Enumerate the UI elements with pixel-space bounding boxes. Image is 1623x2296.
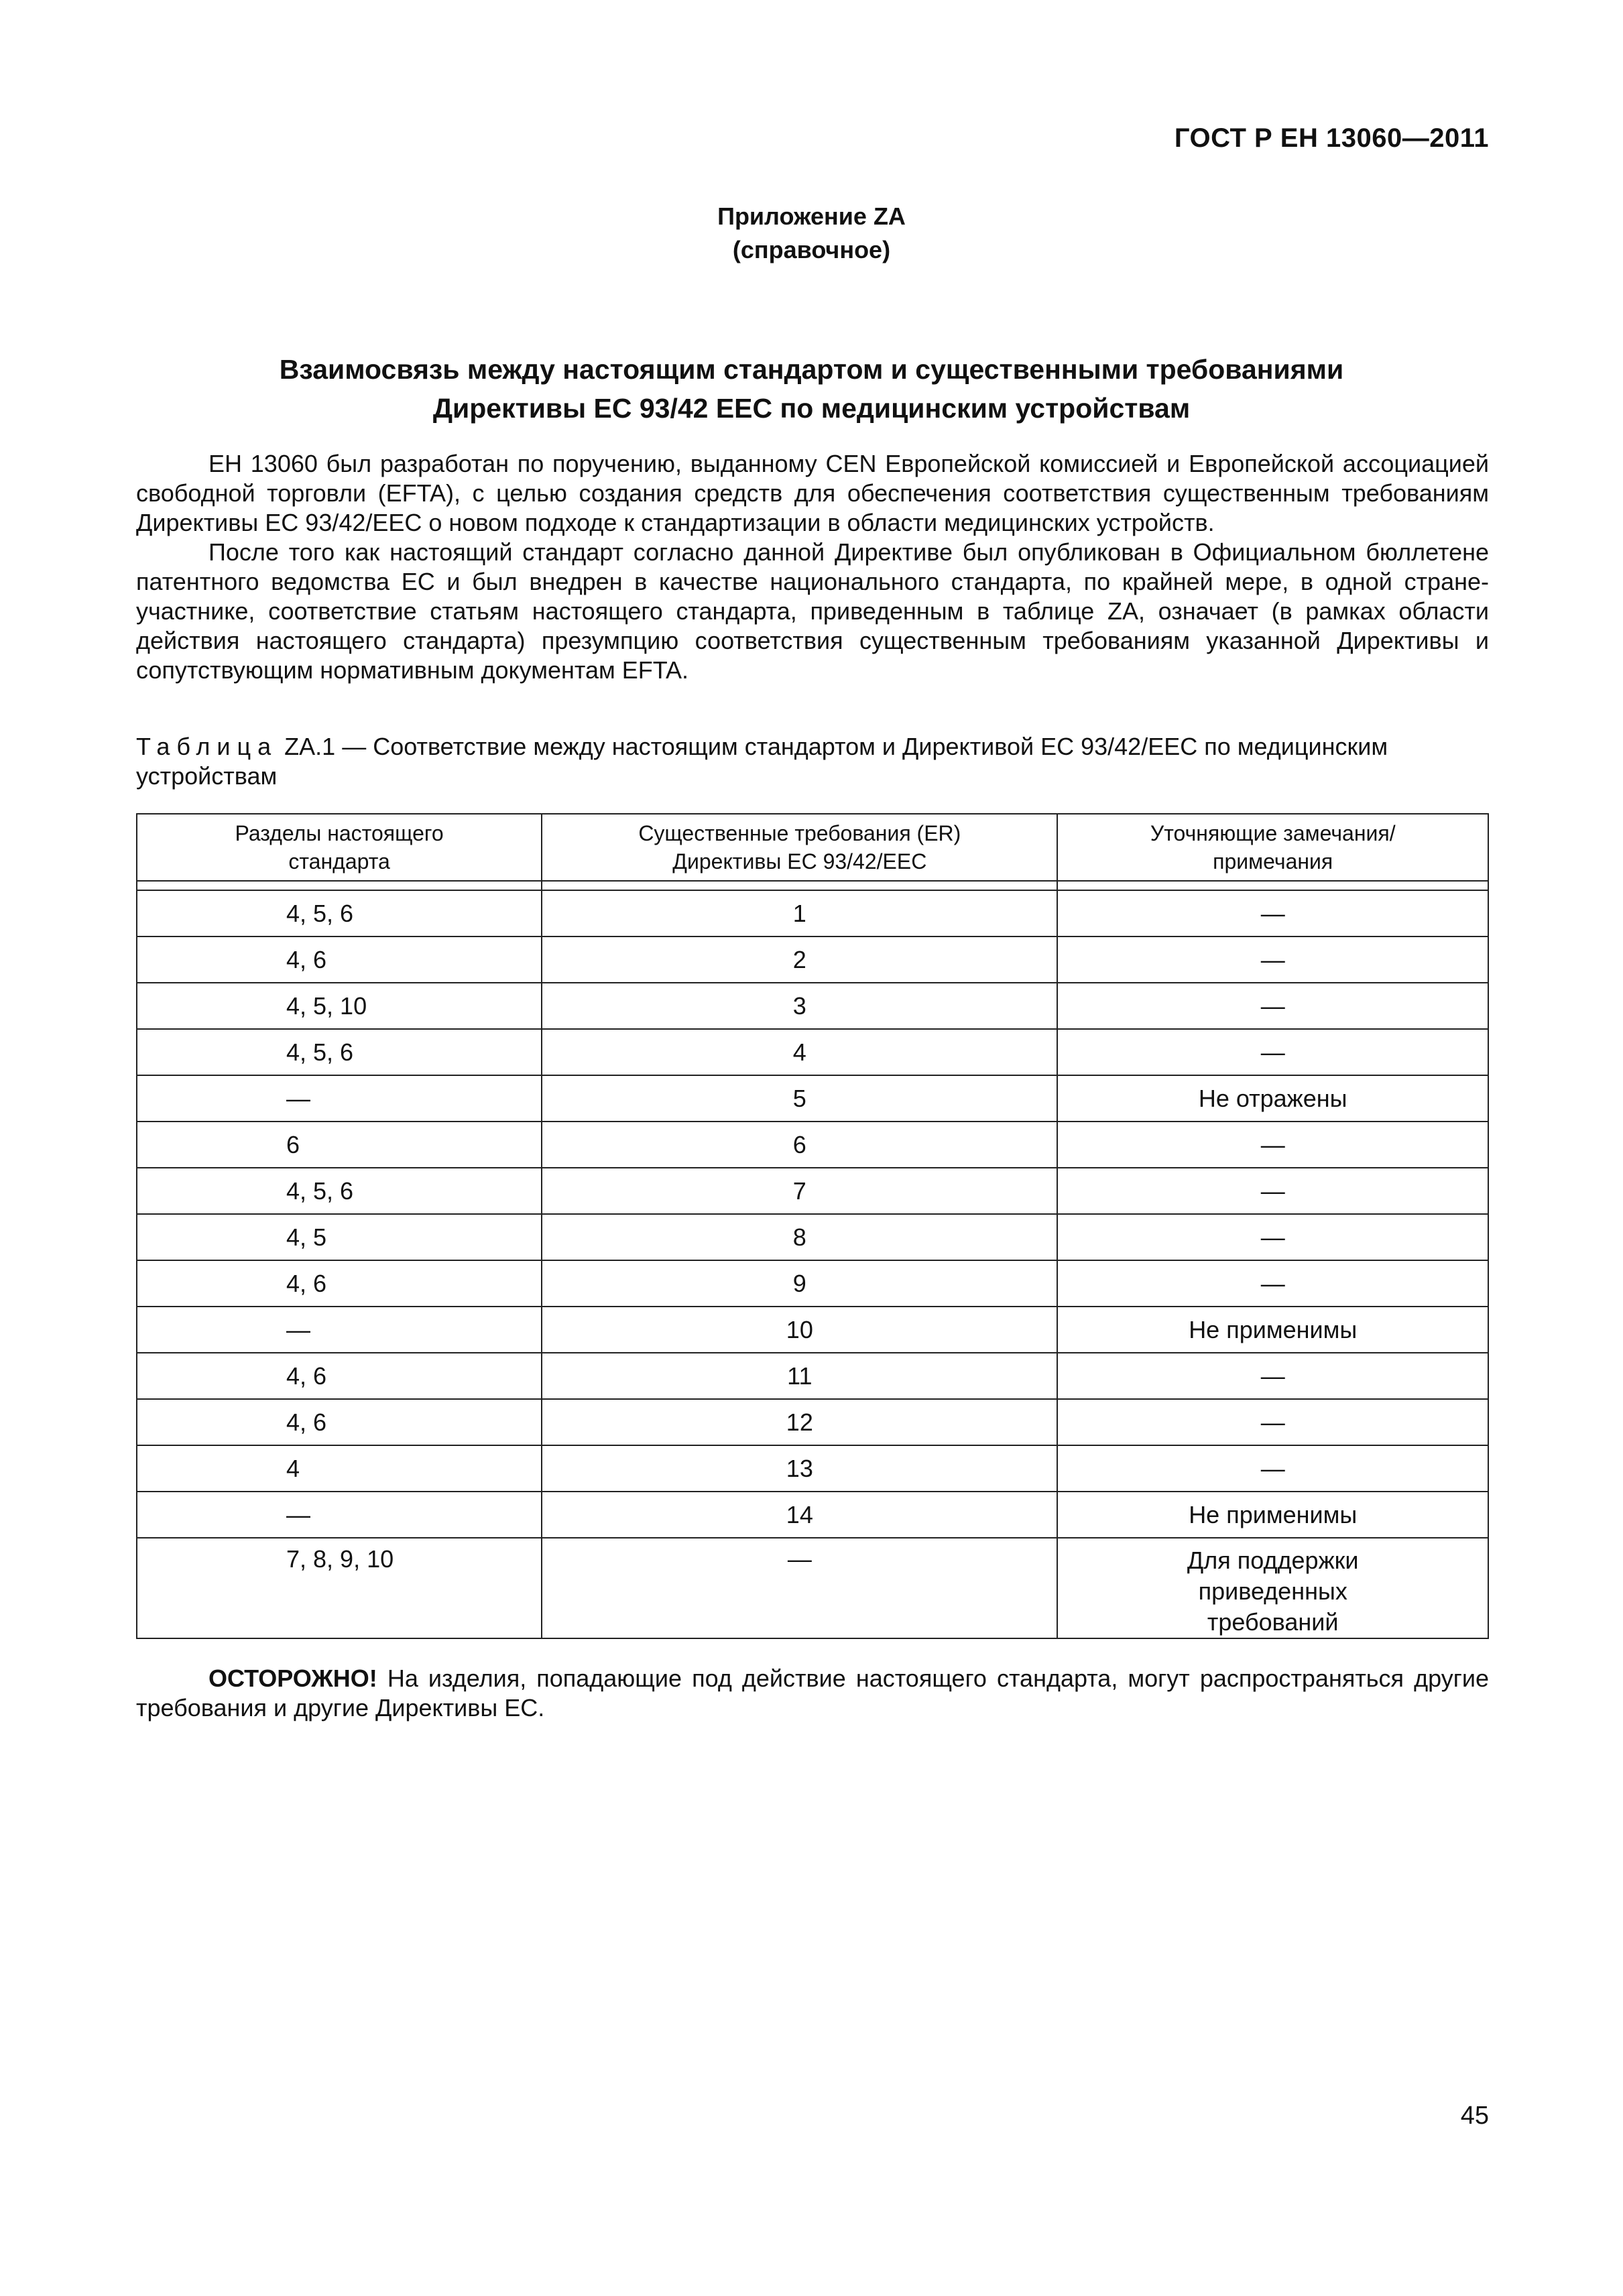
cell-notes: Не применимы [1057, 1307, 1488, 1353]
table-caption-text: ZA.1 — Соответствие между настоящим стандартом и Директивой ЕС 93/42/ЕЕС по медицинским устройствам [136, 733, 1388, 790]
table-caption-label: Таблица [136, 733, 278, 760]
cell-sections: 4, 6 [137, 1260, 542, 1307]
cell-notes: — [1057, 1445, 1488, 1492]
cell-requirement: 1 [542, 890, 1057, 936]
cell-sections: — [137, 1492, 542, 1538]
section-title [0, 350, 1623, 428]
cell-requirement: 9 [542, 1260, 1057, 1307]
table-row [137, 1214, 1488, 1260]
cell-requirement: 7 [542, 1168, 1057, 1214]
annex-title: Приложение ZA [717, 202, 906, 230]
cell-sections: 4 [137, 1445, 542, 1492]
warning-text: На изделия, попадающие под действие настоящего стандарта, могут распространяться другие требования и другие Директивы ЕС. [136, 1665, 1489, 1721]
column-header-sections: Разделы настоящего стандарта [137, 814, 542, 881]
cell-sections: 6 [137, 1122, 542, 1168]
cell-sections: 4, 6 [137, 1399, 542, 1445]
cell-requirement: 4 [542, 1029, 1057, 1075]
cell-requirement: 6 [542, 1122, 1057, 1168]
table-row [137, 936, 1488, 983]
table-spacer-row [137, 881, 1488, 890]
page-number: 45 [1460, 2102, 1489, 2130]
column-header-requirements: Существенные требования (ER) Директивы ЕС 93/42/ЕЕС [542, 814, 1057, 881]
cell-notes: — [1057, 1260, 1488, 1307]
column-header-notes: Уточняющие замечания/примечания [1057, 814, 1488, 881]
cell-notes: — [1057, 983, 1488, 1029]
cell-requirement: 10 [542, 1307, 1057, 1353]
cell-notes: — [1057, 1353, 1488, 1399]
table-row [137, 1399, 1488, 1445]
cell-sections: 4, 5, 6 [137, 890, 542, 936]
cell-requirement: 14 [542, 1492, 1057, 1538]
table-caption [136, 732, 1489, 791]
cell-notes: — [1057, 890, 1488, 936]
warning-label: ОСТОРОЖНО! [208, 1665, 377, 1692]
section-title-line-2: Директивы ЕС 93/42 ЕЕС по медицинским устройствам [432, 393, 1191, 424]
cell-requirement: 13 [542, 1445, 1057, 1492]
table-row [137, 1445, 1488, 1492]
cell-requirement: 5 [542, 1075, 1057, 1122]
cell-sections: 7, 8, 9, 10 [137, 1538, 542, 1638]
table-row [137, 1122, 1488, 1168]
cell-notes: — [1057, 1029, 1488, 1075]
section-title-line-1: Взаимосвязь между настоящим стандартом и существенными требованиями [279, 354, 1344, 385]
table-row [137, 1260, 1488, 1307]
cell-notes: — [1057, 936, 1488, 983]
cell-notes: Не применимы [1057, 1492, 1488, 1538]
document-code: ГОСТ Р ЕН 13060—2011 [1174, 123, 1489, 153]
cell-sections: 4, 6 [137, 1353, 542, 1399]
cell-notes: Для поддержки приведенных требований [1057, 1538, 1488, 1638]
warning-note [136, 1664, 1489, 1723]
annex-heading [0, 200, 1623, 267]
cell-notes: Не отражены [1057, 1075, 1488, 1122]
cell-sections: 4, 6 [137, 936, 542, 983]
body-text [136, 449, 1489, 685]
table-header-row [137, 814, 1488, 881]
cell-sections: — [137, 1075, 542, 1122]
table-row [137, 890, 1488, 936]
table-row [137, 1075, 1488, 1122]
cell-sections: — [137, 1307, 542, 1353]
cell-notes: — [1057, 1122, 1488, 1168]
table-row [137, 1168, 1488, 1214]
table-row [137, 983, 1488, 1029]
table-row [137, 1353, 1488, 1399]
cell-requirement: 8 [542, 1214, 1057, 1260]
cell-sections: 4, 5, 10 [137, 983, 542, 1029]
cell-requirement: 2 [542, 936, 1057, 983]
table-row [137, 1492, 1488, 1538]
table-row [137, 1307, 1488, 1353]
cell-requirement: — [542, 1538, 1057, 1638]
table-row [137, 1538, 1488, 1638]
cell-requirement: 3 [542, 983, 1057, 1029]
cell-notes: — [1057, 1214, 1488, 1260]
cell-requirement: 12 [542, 1399, 1057, 1445]
cell-notes: — [1057, 1168, 1488, 1214]
paragraph: После того как настоящий стандарт согласно данной Директиве был опубликован в Официальном бюллетене патентного ведомства ЕС и был внедрен в качестве национального стандарта, по крайней мере, в одной стране-участнике, соответствие статьям настоящего стандарта, приведенным в таблице ZA, означает (в рамках области действия настоящего стандарта) презумпцию соответствия существенным требованиям указанной Директивы и сопутствующим нормативным документам EFTA. [136, 538, 1489, 684]
correspondence-table [136, 813, 1489, 1639]
cell-sections: 4, 5, 6 [137, 1029, 542, 1075]
cell-notes: — [1057, 1399, 1488, 1445]
paragraph: ЕН 13060 был разработан по поручению, выданному CEN Европейской комиссией и Европейской ассоциацией свободной торговли (EFTA), с целью создания средств для обеспечения соответствия существенным требованиям Директивы ЕС 93/42/ЕЕС о новом подходе к стандартизации в области медицинских устройств. [136, 450, 1489, 536]
table-row [137, 1029, 1488, 1075]
cell-sections: 4, 5, 6 [137, 1168, 542, 1214]
annex-subtitle: (справочное) [732, 236, 891, 263]
cell-requirement: 11 [542, 1353, 1057, 1399]
cell-sections: 4, 5 [137, 1214, 542, 1260]
